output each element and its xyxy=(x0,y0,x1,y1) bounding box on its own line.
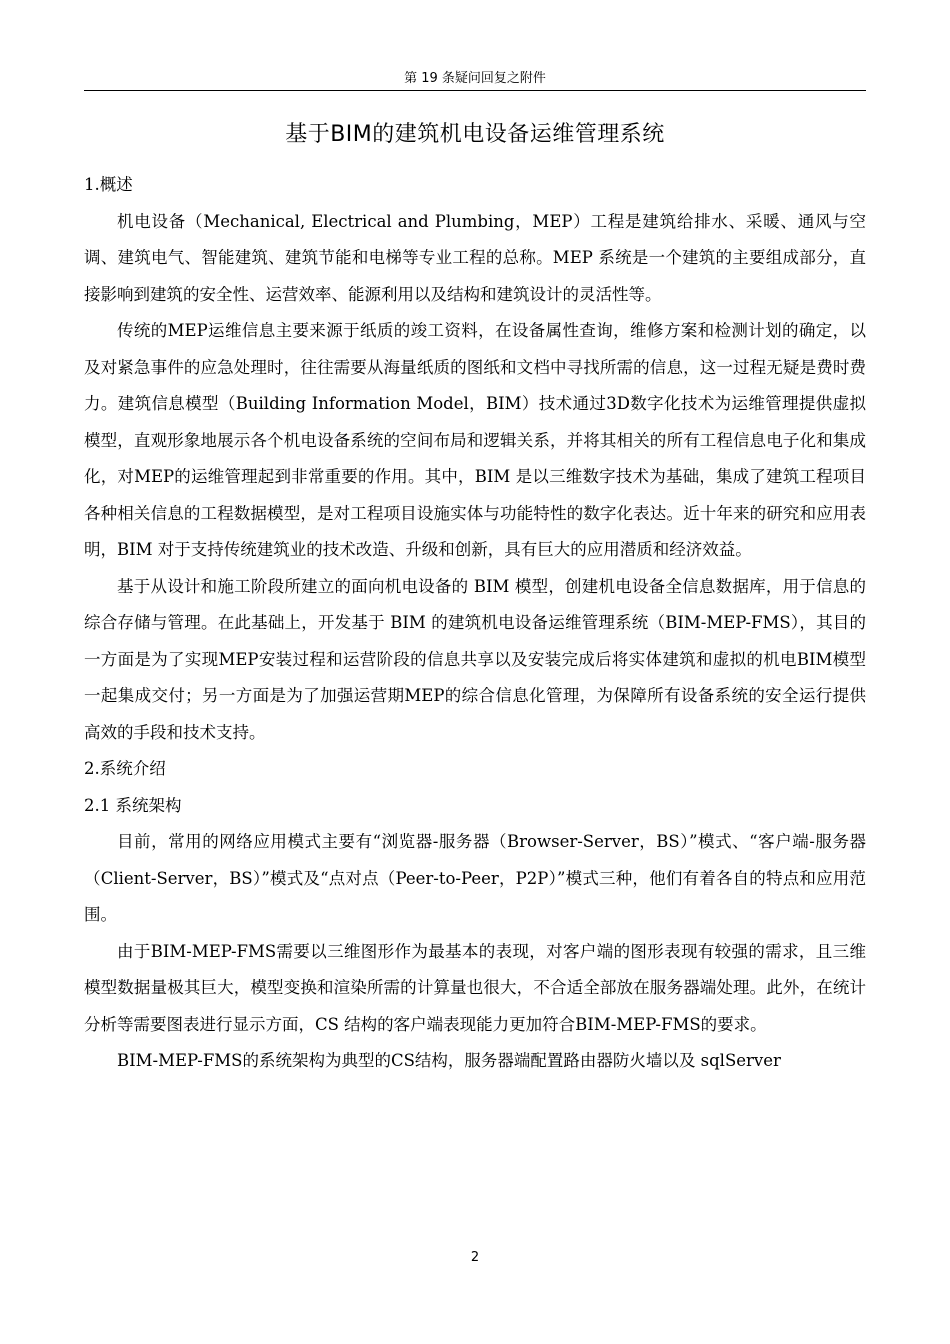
paragraph-bim-mep-fms: 基于从设计和施工阶段所建立的面向机电设备的 BIM 模型，创建机电设备全信息数据库，用于信息的综合存储与管理。在此基础上，开发基于 BIM 的建筑机电设备运维管理系统（BIM-MEP-FMS），其目的一方面是为了实现MEP安装过程和运营阶段的信息共享以及安装完成后将实体建筑和虚拟的机电BIM模型一起集成交付；另一方面是为了加强运营期MEP的综合信息化管理，为保障所有设备系统的安全运行提供高效的手段和技术支持。 xyxy=(84,576,866,742)
section-heading-overview: 1.概述 xyxy=(84,175,133,194)
paragraph-cs-rationale: 由于BIM-MEP-FMS需要以三维图形作为最基本的表现，对客户端的图形表现有较强的需求，且三维模型数据量极其巨大，模型变换和渲染所需的计算量也很大，不合适全部放在服务器端处理。此外，在统计分析等需要图表进行显示方面，CS 结构的客户端表现能力更加符合BIM-MEP-FMS的要求。 xyxy=(84,941,866,1034)
page-header: 第 19 条疑问回复之附件 xyxy=(404,71,546,86)
page-number: 2 xyxy=(470,1250,480,1265)
subsection-heading-architecture: 2.1 系统架构 xyxy=(84,795,182,815)
document-body xyxy=(84,167,866,1080)
paragraph-mep-definition: 机电设备（Mechanical, Electrical and Plumbing，MEP）工程是建筑给排水、采暖、通风与空调、建筑电气、智能建筑、建筑节能和电梯等专业工程的总称。MEP 系统是一个建筑的主要组成部分，直接影响到建筑的安全性、运营效率、能源利用以及结构和建筑设计的灵活性等。 xyxy=(84,211,866,304)
paragraph-traditional-mep: 传统的MEP运维信息主要来源于纸质的竣工资料，在设备属性查询，维修方案和检测计划的确定，以及对紧急事件的应急处理时，往往需要从海量纸质的图纸和文档中寻找所需的信息，这一过程无疑是费时费力。建筑信息模型（Building Information Model，BIM）技术通过3D数字化技术为运维管理提供虚拟模型，直观形象地展示各个机电设备系统的空间布局和逻辑关系，并将其相关的所有工程信息电子化和集成化，对MEP的运维管理起到非常重要的作用。其中，BIM 是以三维数字技术为基础，集成了建筑工程项目各种相关信息的工程数据模型，是对工程项目设施实体与功能特性的数字化表达。近十年来的研究和应用表明，BIM 对于支持传统建筑业的技术改造、升级和创新，具有巨大的应用潜质和经济效益。 xyxy=(84,321,866,559)
paragraph-network-modes: 目前，常用的网络应用模式主要有“浏览器-服务器（Browser-Server，BS）”模式、“客户端-服务器（Client-Server，BS）”模式及“点对点（Peer-to-Peer，P2P）”模式三种，他们有着各自的特点和应用范围。 xyxy=(84,832,866,924)
section-heading-system-intro: 2.系统介绍 xyxy=(84,759,166,778)
document-title: 基于BIM的建筑机电设备运维管理系统 xyxy=(285,122,665,147)
header-divider xyxy=(84,90,866,91)
paragraph-cs-architecture: BIM-MEP-FMS的系统架构为典型的CS结构，服务器端配置路由器防火墙以及 sqlServer xyxy=(117,1051,781,1070)
